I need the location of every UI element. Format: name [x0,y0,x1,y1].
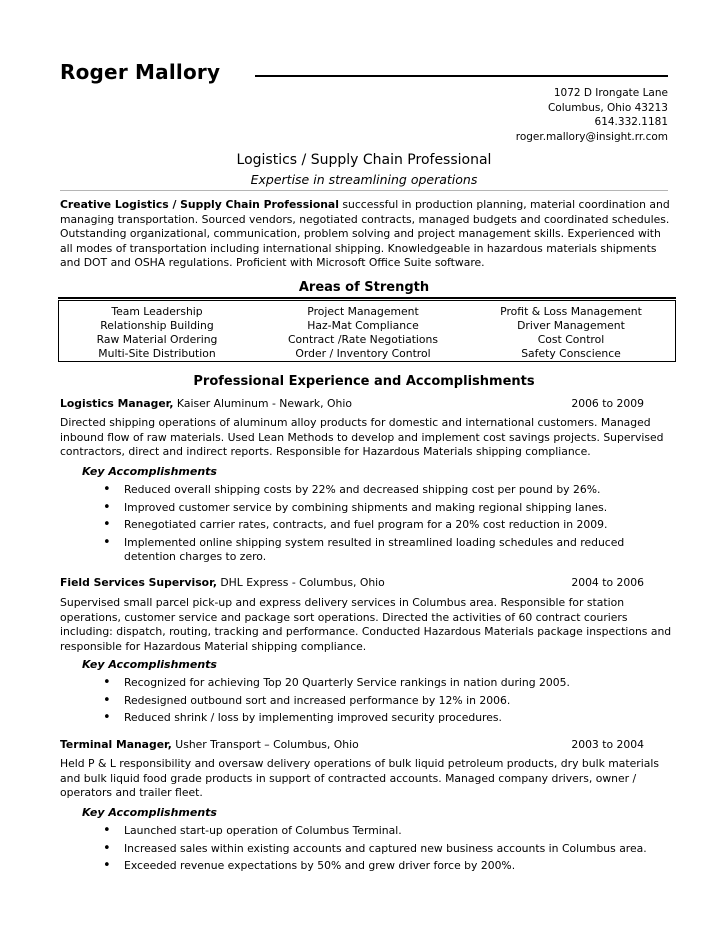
phone-line: 614.332.1181 [594,116,668,128]
job-company: Usher Transport – Columbus, Ohio [171,738,359,751]
strength-item: Contract /Rate Negotiations [287,333,439,346]
bullet-icon: • [103,823,111,838]
list-item: • Exceeded revenue expectations by 50% and grew driver force by 200%. [103,858,516,873]
list-item: • Recognized for achieving Top 20 Quarterly Service rankings in nation during 2005. [103,675,570,690]
bullet-icon: • [103,482,111,497]
key-accomplishments-label: Key Accomplishments [82,465,217,478]
address-line: 1072 D Irongate Lane [553,87,668,99]
tagline: Expertise in streamlining operations [250,172,478,187]
list-item: • Improved customer service by combining shipments and making regional shipping lanes. [103,499,608,515]
strength-item: Profit & Loss Management [500,305,642,318]
strength-item: Cost Control [537,333,605,346]
job-title: Logistics Manager, [60,397,174,410]
header-rule [255,75,668,77]
summary-paragraph [60,198,672,271]
bullet-icon: • [103,534,111,550]
summary-body: successful in production planning, material coordination and managing transportation. Sourced vendors, negotiated contracts, managed budgets and coordinated schedules. Outstanding organizational, communication, problem solving and project management skills. Experienced with all modes of transportation including international shipping. Knowledgeable in hazardous materials shipments and DOT and OSHA regulations. Proficient with Microsoft Office Suite software. [60,198,670,269]
strength-item: Multi-Site Distribution [98,347,216,360]
key-accomplishments-label: Key Accomplishments [82,658,217,671]
strength-item: Relationship Building [100,319,214,332]
strengths-title: Areas of Strength [298,280,430,295]
job-company: DHL Express - Columbus, Ohio [216,576,385,589]
list-item: • Launched start-up operation of Columbus Terminal. [103,823,402,838]
strength-item: Driver Management [517,319,625,332]
key-accomplishments-label: Key Accomplishments [82,806,217,819]
bullet-icon: • [103,858,111,873]
list-item: • Reduced shrink / loss by implementing improved security procedures. [103,710,502,725]
list-item: • Implemented online shipping system resulted in streamlined loading schedules and reduced detention charges to zero. [103,534,625,563]
job-title: Field Services Supervisor, [60,576,217,589]
city-line: Columbus, Ohio 43213 [547,101,668,114]
email-link[interactable]: roger.mallory@insight.rr.com [515,130,668,143]
strength-item: Haz-Mat Compliance [307,319,419,332]
list-item: • Increased sales within existing accounts and captured new business accounts in Columbus area. [103,840,647,856]
strengths-column-3 [473,305,669,361]
strengths-column-2 [265,305,461,361]
job-dates: 2003 to 2004 [571,738,644,751]
job-title: Terminal Manager, [60,738,172,751]
list-item: • Redesigned outbound sort and increased performance by 12% in 2006. [103,692,511,708]
strength-item: Team Leadership [111,305,203,318]
bullet-icon: • [103,517,111,532]
list-item: • Reduced overall shipping costs by 22% and decreased shipping cost per pound by 26%. [103,482,601,497]
job-heading [60,397,672,411]
accomplishment-list [100,824,660,877]
bullet-icon: • [103,840,111,856]
strengths-top-rule [58,297,676,299]
divider [60,190,668,191]
strengths-column-1 [59,305,255,361]
bullet-icon: • [103,499,111,515]
strength-item: Safety Conscience [521,347,621,360]
job-company: Kaiser Aluminum - Newark, Ohio [173,397,352,410]
job-dates: 2006 to 2009 [571,397,644,410]
contact-block [516,86,668,144]
bullet-icon: • [103,675,111,690]
accomplishment-list [100,676,660,729]
job-heading [60,738,672,752]
strength-item: Project Management [307,305,419,318]
job-description: Supervised small parcel pick-up and express delivery services in Columbus area. Responsible for station operations, customer service and package sort operations. Directed the activities of 60 contract couriers including: dispatch, routing, tracking and performance. Conducted Hazardous Materials package inspections and responsible for Hazardous Material shipping compliance. [60,596,672,653]
job-description: Held P & L responsibility and oversaw delivery operations of bulk liquid petroleum products, dry bulk materials and bulk liquid food grade products in support of contracted accounts. Managed company drivers, owner / operators and trailer fleet. [60,757,659,799]
candidate-name: Roger Mallory [60,60,221,84]
bullet-icon: • [103,692,111,708]
experience-title: Professional Experience and Accomplishments [193,374,535,389]
strength-item: Order / Inventory Control [295,347,431,360]
bullet-icon: • [103,710,111,725]
strength-item: Raw Material Ordering [96,333,218,346]
summary-lead: Creative Logistics / Supply Chain Professional [60,198,339,211]
accomplishment-list [100,483,660,567]
list-item: • Renegotiated carrier rates, contracts, and fuel program for a 20% cost reduction in 2009. [103,517,608,532]
job-description: Directed shipping operations of aluminum alloy products for domestic and international customers. Managed inbound flow of raw materials. Used Lean Methods to develop and implement cost savings projects. Supervised contractors, direct and indirect reports. Responsible for Hazardous Materials shipping compliance. [60,416,664,458]
strengths-box [58,300,676,362]
job-dates: 2004 to 2006 [571,576,644,589]
job-heading [60,576,672,590]
headline: Logistics / Supply Chain Professional [236,152,492,168]
